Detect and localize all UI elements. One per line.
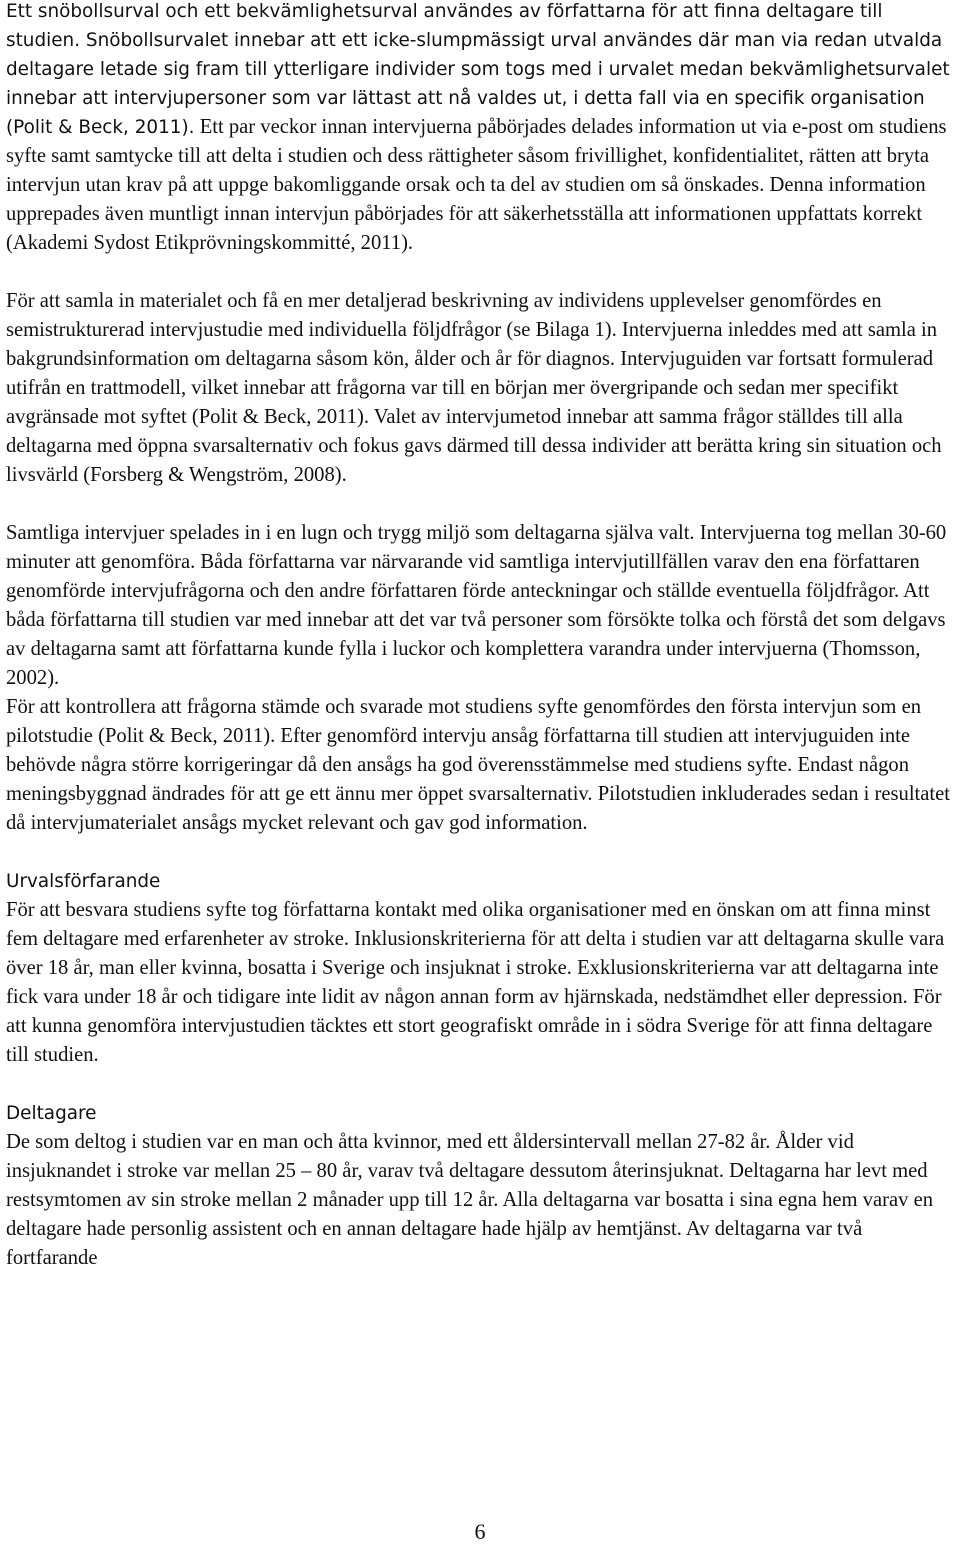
- section-heading-urvalsforfarande: Urvalsförfarande: [6, 871, 161, 892]
- paragraph-pilot-study: För att kontrollera att frågorna stämde och svarade mot studiens syfte genomfördes den första intervjun som en pilotstudie (Polit & Beck, 2011). Efter genomförd intervju ansåg författarna till studien att intervjuguiden inte behövde några större korrigeringar då den ansågs ha god överensstämmelse med studiens syfte. Endast någon meningsbyggnad ändrades för att ge ett ännu mer öppet svarsalternativ. Pilotstudien inkluderades sedan i resultatet då intervjumaterialet ansågs mycket relevant och gav god information.: [6, 696, 950, 834]
- paragraph-participants: De som deltog i studien var en man och åtta kvinnor, med ett åldersintervall mellan 27-82 år. Ålder vid insjuknandet i stroke var mellan 25 – 80 år, varav två deltagare dessutom återinsjuknat. Deltagarna har levt med restsymtomen av sin stroke mellan 2 månader upp till 12 år. Alla deltagarna var bosatta i sina egna hem varav en deltagare hade personlig assistent och en annan deltagare hade hjälp av hemtjänst. Av deltagarna var två fortfarande: [6, 1131, 934, 1269]
- document-page: [6, 0, 956, 1543]
- paragraph-interviews: Samtliga intervjuer spelades in i en lugn och trygg miljö som deltagarna själva valt. Intervjuerna tog mellan 30-60 minuter att genomföra. Båda författarna var närvarande vid samtliga intervjutillfällen varav den ena författaren genomförde intervjufrågorna och den andre författaren förde anteckningar och ställde eventuella följdfrågor. Att båda författarna till studien var med innebar att det var två personer som försökte tolka och förstå det som delgavs av deltagarna samt att författarna kunde fylla i luckor och komplettera varandra under intervjuerna (Thomsson, 2002).: [6, 522, 947, 689]
- paragraph-sampling: [6, 0, 956, 258]
- paragraph-selection: För att besvara studiens syfte tog författarna kontakt med olika organisationer med en önskan om att finna minst fem deltagare med erfarenheter av stroke. Inklusionskriterierna för att delta i studien var att deltagarna skulle vara över 18 år, man eller kvinna, bosatta i Sverige och insjuknat i stroke. Exklusionskriterierna var att deltagarna inte fick vara under 18 år och tidigare inte lidit av någon annan form av hjärnskada, nedstämdhet eller depression. För att kunna genomföra intervjustudien täcktes ett stort geografiskt område in i södra Sverige för att finna deltagare till studien.: [6, 899, 945, 1066]
- page-number: 6: [474, 1519, 486, 1544]
- paragraph-sampling-part2: Ett par veckor innan intervjuerna påbörjades delades information ut via e-post om studiens syfte samt samtycke till att delta i studien och dess rättigheter såsom frivillighet, konfidentialitet, rätten att bryta intervjun utan krav på att uppge bakomliggande orsak och ta del av studien om så önskades. Denna information upprepades även muntligt innan intervjun påbörjades för att säkerhetsställa att informationen uppfattats korrekt (Akademi Sydost Etikprövningskommitté, 2011).: [6, 116, 947, 254]
- paragraph-data-collection: För att samla in materialet och få en mer detaljerad beskrivning av individens upplevelser genomfördes en semistrukturerad intervjustudie med individuella följdfrågor (se Bilaga 1). Intervjuerna inleddes med att samla in bakgrundsinformation om deltagarna såsom kön, ålder och år för diagnos. Intervjuguiden var fortsatt formulerad utifrån en trattmodell, vilket innebar att frågorna var till en början mer övergripande och sedan mer specifikt avgränsade mot syftet (Polit & Beck, 2011). Valet av intervjumetod innebar att samma frågor ställdes till alla deltagarna med öppna svarsalternativ och fokus gavs därmed till dessa individer att berätta kring sin situation och livsvärld (Forsberg & Wengström, 2008).: [6, 290, 942, 486]
- section-heading-deltagare: Deltagare: [6, 1103, 97, 1124]
- paragraph-sampling-part1: Ett snöbollsurval och ett bekvämlighetsurval användes av författarna för att finna deltagare till studien. Snöbollsurvalet innebar att ett icke-slumpmässigt urval användes där man via redan utvalda deltagare letade sig fram till ytterligare individer som togs med i urvalet medan bekvämlighetsurvalet innebar att intervjupersoner som var lättast att nå valdes ut, i detta fall via en specifik organisation (Polit & Beck, 2011).: [6, 1, 950, 138]
